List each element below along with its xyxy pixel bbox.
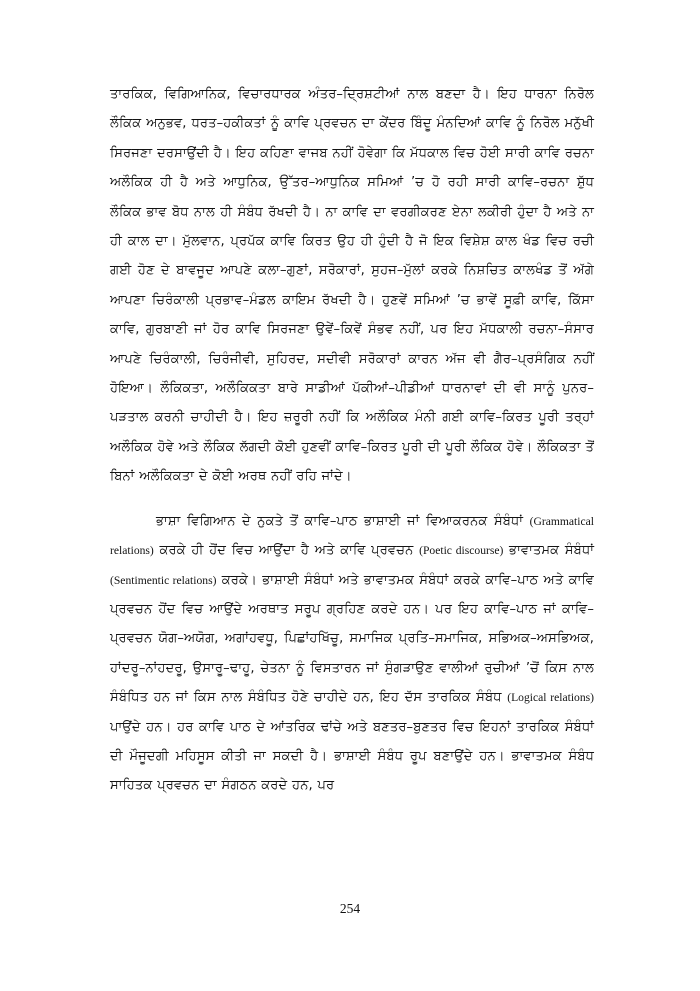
gurmukhi-text: ਕਰਕੇ ਹੀ ਹੋਂਦ ਵਿਚ ਆਉਂਦਾ ਹੈ ਅਤੇ ਕਾਵਿ ਪ੍ਰਵਚਨ xyxy=(153,543,420,559)
latin-term: (Grammatical relations) xyxy=(110,514,594,558)
page-body xyxy=(110,80,594,801)
page-number: 254 xyxy=(339,901,361,916)
gurmukhi-text: ਕਰਕੇ। ਭਾਸ਼ਾਈ ਸੰਬੰਧਾਂ ਅਤੇ ਭਾਵਾਤਮਕ ਸੰਬੰਧਾਂ ਕਰਕੇ ਕਾਵਿ–ਪਾਠ ਅਤੇ ਕਾਵਿ ਪ੍ਰਵਚਨ ਹੋਂਦ ਵਿਚ ਆਉਂਦੇ ਅਰਥਾਤ ਸਰੂਪ ਗ੍ਰਹਿਣ ਕਰਦੇ ਹਨ। ਪਰ ਇਹ ਕਾਵਿ–ਪਾਠ ਜਾਂ ਕਾਵਿ–ਪ੍ਰਵਚਨ ਯੋਗ–ਅਯੋਗ, ਅਗਾਂਹਵਧੂ, ਪਿਛਾਂਹਖਿੱਚੂ, ਸਮਾਜਿਕ ਪ੍ਰਤਿ–ਸਮਾਜਿਕ, ਸਭਿਅਕ–ਅਸਭਿਅਕ, ਹਾਂਦਰੂ–ਨਾਂਹਦਰੂ, ਉਸਾਰੂ–ਢਾਹੂ, ਚੇਤਨਾ ਨੂੰ ਵਿਸਤਾਰਨ ਜਾਂ ਸੁੰਗੜਾਉਣ ਵਾਲੀਆਂ ਰੁਚੀਆਂ ’ਚੋਂ ਕਿਸ ਨਾਲ ਸੰਬੰਧਿਤ ਹਨ ਜਾਂ ਕਿਸ ਨਾਲ ਸੰਬੰਧਿਤ ਹੋਣੇ ਚਾਹੀਦੇ ਹਨ, ਇਹ ਦੱਸ ਤਾਰਕਿਕ ਸੰਬੰਧ xyxy=(110,572,594,706)
paragraph-1 xyxy=(110,80,594,492)
gurmukhi-text: ਭਾਸ਼ਾ ਵਿਗਿਆਨ ਦੇ ਨੁਕਤੇ ਤੋਂ ਕਾਵਿ–ਪਾਠ ਭਾਸ਼ਾਈ ਜਾਂ ਵਿਆਕਰਨਕ ਸੰਬੰਧਾਂ xyxy=(156,513,530,529)
paragraph-2 xyxy=(110,507,594,801)
gurmukhi-text: ਭਾਵਾਤਮਕ ਸੰਬੰਧਾਂ xyxy=(503,543,594,559)
latin-term: (Logical relations) xyxy=(507,691,595,705)
gurmukhi-text: ਤਾਰਕਿਕ, ਵਿਗਿਆਨਿਕ, ਵਿਚਾਰਧਾਰਕ ਅੰਤਰ–ਦ੍ਰਿਸ਼ਟੀਆਂ ਨਾਲ ਬਣਦਾ ਹੈ। ਇਹ ਧਾਰਨਾ ਨਿਰੋਲ ਲੌਕਿਕ ਅਨੁਭਵ, ਧਰਤ–ਹਕੀਕਤਾਂ ਨੂੰ ਕਾਵਿ ਪ੍ਰਵਚਨ ਦਾ ਕੇਂਦਰ ਬਿੰਦੂ ਮੰਨਦਿਆਂ ਕਾਵਿ ਨੂੰ ਨਿਰੋਲ ਮਨੁੱਖੀ ਸਿਰਜਣਾ ਦਰਸਾਉਂਦੀ ਹੈ। ਇਹ ਕਹਿਣਾ ਵਾਜਬ ਨਹੀਂ ਹੋਵੇਗਾ ਕਿ ਮੱਧਕਾਲ ਵਿਚ ਹੋਈ ਸਾਰੀ ਕਾਵਿ ਰਚਨਾ ਅਲੌਕਿਕ ਹੀ ਹੈ ਅਤੇ ਆਧੁਨਿਕ, ਉੱਤਰ–ਆਧੁਨਿਕ ਸਮਿਆਂ ’ਚ ਹੋ ਰਹੀ ਸਾਰੀ ਕਾਵਿ–ਰਚਨਾ ਸ਼ੁੱਧ ਲੌਕਿਕ ਭਾਵ ਬੋਧ ਨਾਲ ਹੀ ਸੰਬੰਧ ਰੱਖਦੀ ਹੈ। ਨਾ ਕਾਵਿ ਦਾ ਵਰਗੀਕਰਣ ਏਨਾ ਲਕੀਰੀ ਹੁੰਦਾ ਹੈ ਅਤੇ ਨਾ ਹੀ ਕਾਲ ਦਾ। ਮੁੱਲਵਾਨ, ਪ੍ਰਪੱਕ ਕਾਵਿ ਕਿਰਤ ਉਹ ਹੀ ਹੁੰਦੀ ਹੈ ਜੋ ਇਕ ਵਿਸ਼ੇਸ਼ ਕਾਲ ਖੰਡ ਵਿਚ ਰਚੀ ਗਈ ਹੋਣ ਦੇ ਬਾਵਜੂਦ ਆਪਣੇ ਕਲਾ–ਗੁਣਾਂ, ਸਰੋਕਾਰਾਂ, ਸੁਹਜ–ਮੁੱਲਾਂ ਕਰਕੇ ਨਿਸ਼ਚਿਤ ਕਾਲਖੰਡ ਤੋਂ ਅੱਗੇ ਆਪਣਾ ਚਿਰੰਕਾਲੀ ਪ੍ਰਭਾਵ–ਮੰਡਲ ਕਾਇਮ ਰੱਖਦੀ ਹੈ। ਹੁਣਵੇਂ ਸਮਿਆਂ ’ਚ ਭਾਵੇਂ ਸੂਫ਼ੀ ਕਾਵਿ, ਕਿੱਸਾ ਕਾਵਿ, ਗੁਰਬਾਣੀ ਜਾਂ ਹੋਰ ਕਾਵਿ ਸਿਰਜਣਾ ਉਵੇਂ–ਕਿਵੇਂ ਸੰਭਵ ਨਹੀਂ, ਪਰ ਇਹ ਮੱਧਕਾਲੀ ਰਚਨਾ–ਸੰਸਾਰ ਆਪਣੇ ਚਿਰੰਕਾਲੀ, ਚਿਰੰਜੀਵੀ, ਸੁਹਿਰਦ, ਸਦੀਵੀ ਸਰੋਕਾਰਾਂ ਕਾਰਨ ਅੱਜ ਵੀ ਗੈਰ–ਪ੍ਰਸੰਗਿਕ ਨਹੀਂ ਹੋਇਆ। ਲੌਕਿਕਤਾ, ਅਲੌਕਿਕਤਾ ਬਾਰੇ ਸਾਡੀਆਂ ਪੱਕੀਆਂ–ਪੀਡੀਆਂ ਧਾਰਨਾਵਾਂ ਦੀ ਵੀ ਸਾਨੂੰ ਪੁਨਰ–ਪੜਤਾਲ ਕਰਨੀ ਚਾਹੀਦੀ ਹੈ। ਇਹ ਜ਼ਰੂਰੀ ਨਹੀਂ ਕਿ ਅਲੌਕਿਕ ਮੰਨੀ ਗਈ ਕਾਵਿ–ਕਿਰਤ ਪੂਰੀ ਤਰ੍ਹਾਂ ਅਲੌਕਿਕ ਹੋਵੇ ਅਤੇ ਲੌਕਿਕ ਲੱਗਦੀ ਕੋਈ ਹੁਣਵੀਂ ਕਾਵਿ–ਕਿਰਤ ਪੂਰੀ ਦੀ ਪੂਰੀ ਲੌਕਿਕ ਹੋਵੇ। ਲੌਕਿਕਤਾ ਤੋਂ ਬਿਨਾਂ ਅਲੌਕਿਕਤਾ ਦੇ ਕੋਈ ਅਰਥ ਨਹੀਂ ਰਹਿ ਜਾਂਦੇ। xyxy=(110,87,594,485)
latin-term: (Poetic discourse) xyxy=(419,544,504,558)
gurmukhi-text: ਪਾਉਂਦੇ ਹਨ। ਹਰ ਕਾਵਿ ਪਾਠ ਦੇ ਆਂਤਰਿਕ ਢਾਂਚੇ ਅਤੇ ਬਣਤਰ–ਬੁਣਤਰ ਵਿਚ ਇਹਨਾਂ ਤਾਰਕਿਕ ਸੰਬੰਧਾਂ ਦੀ ਮੌਜੂਦਗੀ ਮਹਿਸੂਸ ਕੀਤੀ ਜਾ ਸਕਦੀ ਹੈ। ਭਾਸ਼ਾਈ ਸੰਬੰਧ ਰੂਪ ਬਣਾਉਂਦੇ ਹਨ। ਭਾਵਾਤਮਕ ਸੰਬੰਧ ਸਾਹਿਤਕ ਪ੍ਰਵਚਨ ਦਾ ਸੰਗਠਨ ਕਰਦੇ ਹਨ, ਪਰ xyxy=(110,719,594,794)
latin-term: (Sentimentic relations) xyxy=(110,573,217,587)
